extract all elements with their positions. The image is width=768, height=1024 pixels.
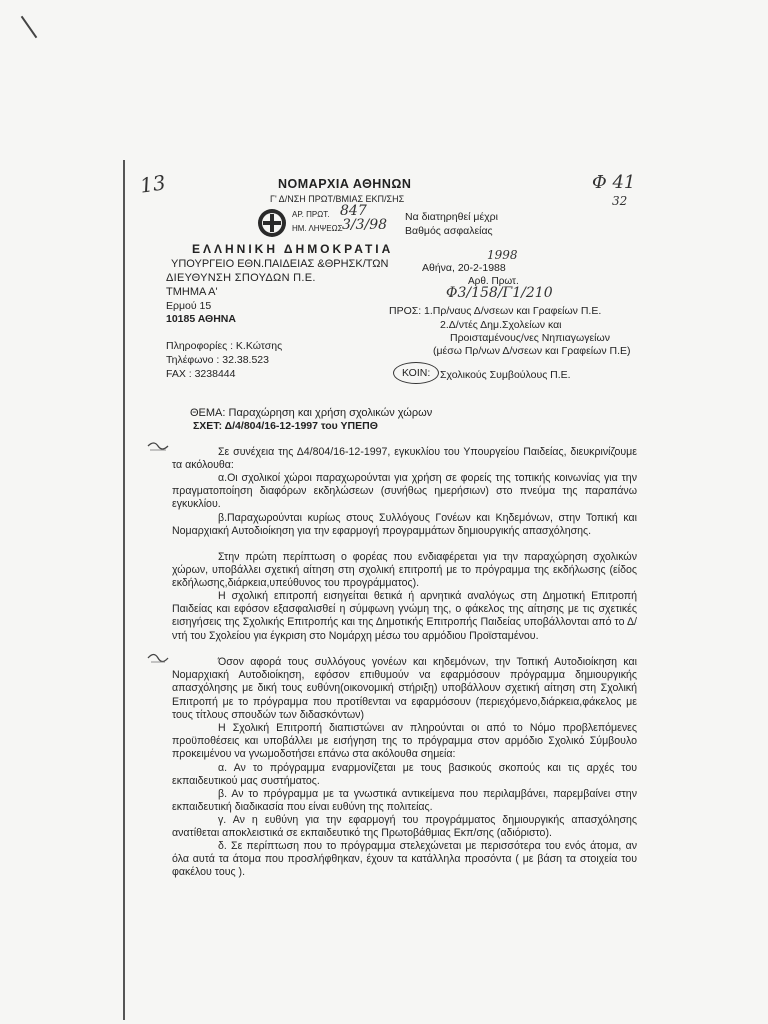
koin-label: ΚΟΙΝ:	[402, 367, 431, 379]
directorate-stamp: Γ' Δ/ΝΣΗ ΠΡΩΤ/ΒΜΙΑΣ ΕΚΠ/ΣΗΣ	[270, 194, 405, 204]
hellenic-emblem-icon	[256, 207, 288, 239]
margin-number-left: 13	[138, 170, 167, 198]
margin-scribble-1	[146, 438, 170, 458]
letter-date: Αθήνα, 20-2-1988	[422, 262, 506, 274]
body-paragraph-first-case: Στην πρώτη περίπτωση ο φορέας που ενδιαφέρεται για την παραχώρηση σχολικών χώρων, υποβάλλει σχετική αίτηση στη σχολική επιτροπή με το πρόγραμμα της εκδήλωσης (είδος εκδήλωσης,διάρκεια,υπεύθυνος του προγράμματος).	[172, 551, 637, 590]
body-point-b: β. Αν το πρόγραμμα με τα γνωστικά αντικείμενα που περιλαμβάνει, παρεμβαίνει στην εκπαιδευτική διαδικασία που είναι ευθύνη της πολιτείας.	[172, 788, 637, 814]
body-paragraph-committee: Η σχολική επιτροπή εισηγείται θετικά ή αρνητικά αναλόγως στη Δημοτική Επιτροπή Παιδείας και εφόσον εξασφαλισθεί η σύμφωνη γνώμη της, ο φάκελος της αίτησης με τις σχετικές εισηγήσεις της Σχολικής Επιτροπής και της Δημοτικής Επιτροπής Παιδείας υποβάλλονται από το Δ/ντή του Σχολείου για έγκριση στο Νομάρχη μέσω του αρμόδιου Προϊσταμένου.	[172, 590, 637, 642]
fax-number: FAX : 3238444	[166, 368, 236, 380]
scan-artifact-mark	[21, 16, 38, 38]
stamp-protocol-label: ΑΡ. ΠΡΩΤ.	[292, 210, 330, 219]
koin-value: Σχολικούς Συμβούλους Π.Ε.	[440, 369, 571, 381]
protocol-number-handwritten: Φ3/158/Γ1/210	[446, 285, 553, 301]
body-paragraph-parents: Όσον αφορά τους συλλόγους γονέων και κηδεμόνων, την Τοπική Αυτοδιοίκηση και Νομαρχιακή Αυτοδιοίκηση, εφόσον επιθυμούν να εφαρμόσουν πρόγραμμα δημιουργικής απασχόλησης με δική τους ευθύνη(οικονομική στήριξη) υποβάλλουν σχετική αίτηση στη Σχολική Επιτροπή με το πρόγραμμα που προτίθενται να εφαρμόσουν (περιεχόμενο,διάρκεια,φάκελος με τους τίτλους σπουδών των διδασκόντων)	[172, 656, 637, 721]
date-handwritten-correction: 1998	[487, 248, 518, 262]
prefecture-title: ΝΟΜΑΡΧΙΑ ΑΘΗΝΩΝ	[278, 177, 412, 191]
info-contact: Πληροφορίες : Κ.Κώτσης	[166, 340, 283, 352]
phone-number: Τηλέφωνο : 32.38.523	[166, 354, 269, 366]
recipient-2: 2.Δ/ντές Δημ.Σχολείων και	[440, 319, 562, 331]
body-paragraph-conditions: Η Σχολική Επιτροπή διαπιστώνει αν πληρούνται οι από το Νόμο προβλεπόμενες προϋποθέσεις και υποβάλλει με εισήγηση της το πρόγραμμα στον αρμόδιο Σχολικό Σύμβουλο προκειμένου να γνωμοδοτήσει επάνω στα ακόλουθα σημεία:	[172, 722, 637, 761]
recipient-4: (μέσω Πρ/νων Δ/νσεων και Γραφείων Π.Ε)	[433, 345, 631, 357]
body-point-c: γ. Αν η ευθύνη για την εφαρμογή του προγράμματος δημιουργικής απασχόλησης ανατίθεται αποκλειστικά σε εκπαιδευτικό της Πρωτοβάθμιας Εκπ/σης (αδιόριστο).	[172, 814, 637, 840]
street-address: Ερμού 15	[166, 300, 212, 312]
margin-code-right: Φ 41	[592, 172, 636, 193]
protocol-label: Αρθ. Πρωτ.	[468, 276, 519, 287]
security-label: Βαθμός ασφαλείας	[405, 225, 493, 237]
recipient-3: Προισταμένους/νες Νηπιαγωγείων	[450, 332, 610, 344]
directorate-name: ΔΙΕΥΘΥΝΣΗ ΣΠΟΥΔΩΝ Π.Ε.	[166, 272, 316, 284]
department-name: ΤΜΗΜΑ Α'	[166, 286, 218, 298]
stamp-date-handwritten: 3/3/98	[342, 217, 388, 233]
retention-label: Να διατηρηθεί μέχρι	[405, 211, 498, 223]
stamp-date-label: ΗΜ. ΛΗΨΕΩΣ	[292, 224, 343, 233]
page-edge-line	[123, 160, 125, 1020]
recipient-label: ΠΡΟΣ:	[389, 305, 422, 317]
margin-scribble-2	[146, 648, 170, 670]
subject-thema: ΘΕΜΑ: Παραχώρηση και χρήση σχολικών χώρων	[190, 407, 433, 419]
body-paragraph-intro: Σε συνέχεια της Δ4/804/16-12-1997, εγκυκλίου του Υπουργείου Παιδείας, διευκρινίζουμε τα ακόλουθα:	[172, 446, 637, 472]
body-paragraph-a: α.Οι σχολικοί χώροι παραχωρούνται για χρήση σε φορείς της τοπικής κοινωνίας για την πραγματοποίηση διαφόρων εκδηλώσεων (συνήθως ημερήσιων) στο πνεύμα της παραπάνω εγκυκλίου.	[172, 472, 637, 511]
recipient-1: 1.Πρ/ναυς Δ/νσεων και Γραφείων Π.Ε.	[424, 305, 602, 317]
postcode-city: 10185 ΑΘΗΝΑ	[166, 313, 236, 325]
body-paragraph-b: β.Παραχωρούνται κυρίως στους Συλλόγους Γονέων και Κηδεμόνων, στην Τοπική και Νομαρχιακή Αυτοδιοίκηση για την εφαρμογή προγραμμάτων δημιουργικής απασχόλησης.	[172, 512, 637, 538]
ministry-name: ΥΠΟΥΡΓΕΙΟ ΕΘΝ.ΠΑΙΔΕΙΑΣ &ΘΡΗΣΚ/ΤΩΝ	[171, 258, 389, 270]
body-point-d: δ. Σε περίπτωση που το πρόγραμμα στελεχώνεται με περισσότερα του ενός άτομα, αν όλα αυτά τα άτομα που προσλήφθηκαν, έχουν τα κατάλληλα προσόντα ( με βάση τα στοιχεία του φακέλου τους ).	[172, 840, 637, 879]
stamp-protocol-handwritten: 847	[340, 203, 367, 219]
subject-reference: ΣΧΕΤ: Δ/4/804/16-12-1997 του ΥΠΕΠΘ	[193, 420, 378, 432]
republic-title: ΕΛΛΗΝΙΚΗ ΔΗΜΟΚΡΑΤΙΑ	[192, 242, 394, 256]
margin-code-sub: 32	[612, 194, 628, 208]
body-point-a: α. Αν το πρόγραμμα εναρμονίζεται με τους βασικούς σκοπούς και τις αρχές του εκπαιδευτικού μας συστήματος.	[172, 762, 637, 788]
